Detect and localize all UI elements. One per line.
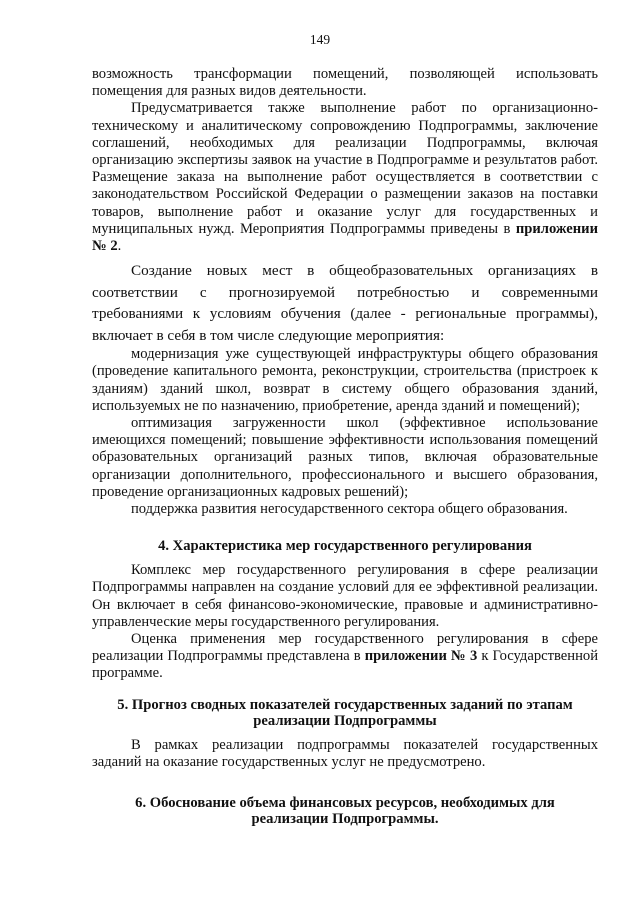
paragraph-text: поддержка развития негосударственного сектора общего образования. bbox=[131, 501, 568, 518]
document-body bbox=[92, 66, 598, 827]
paragraph-text: модернизация уже существующей инфраструктуры общего образования (проведение капитального ремонта, реконструкции, строительства (пристроек к зданиям) зданий школ, возврат в систему общего образования зданий, используемых не по назначению, приобретение, аренда зданий и помещений); bbox=[92, 346, 598, 414]
list-item-optimization bbox=[92, 415, 598, 501]
page-number: 149 bbox=[309, 32, 331, 47]
list-item-support bbox=[92, 501, 598, 518]
heading-line: реализации Подпрограммы. bbox=[251, 811, 439, 828]
section-4-heading: 4. Характеристика мер государственного регулирования bbox=[158, 538, 532, 555]
paragraph-text: В рамках реализации подпрограммы показателей государственных заданий на оказание государственных услуг не предусмотрено. bbox=[92, 736, 598, 770]
paragraph-tail: к Государственной программе. bbox=[92, 648, 598, 682]
section-5-heading bbox=[92, 697, 598, 729]
paragraph-text: оптимизация загруженности школ (эффективное использование имеющихся помещений; повышение эффективности использования помещений образовательных организаций разных типов, включая образовательные организации дополнительного, профессионального и высшего образования, проведение организационных кадровых решений); bbox=[92, 415, 598, 500]
heading-line: реализации Подпрограммы bbox=[253, 712, 437, 729]
heading-line: 6. Обоснование объема финансовых ресурсов, необходимых для bbox=[135, 795, 555, 812]
paragraph-text: возможность трансформации помещений, позволяющей использовать помещения для разных видов деятельности. bbox=[92, 66, 598, 100]
section-6-heading bbox=[92, 795, 598, 827]
paragraph-tail: . bbox=[117, 238, 122, 255]
paragraph-new-places bbox=[92, 260, 598, 346]
heading-line: 5. Прогноз сводных показателей государственных заданий по этапам bbox=[117, 696, 573, 713]
appendix-reference: приложении № 3 bbox=[364, 648, 478, 665]
paragraph-text: Оценка применения мер государственного регулирования в сфере реализации Подпрограммы представлена в bbox=[92, 631, 598, 665]
section-4-paragraph-1 bbox=[92, 562, 598, 631]
appendix-reference: приложении № 2 bbox=[92, 220, 598, 255]
paragraph-text: Комплекс мер государственного регулирования в сфере реализации Подпрограммы направлен на создание условий для ее эффективной реализации. Он включает в себя финансово-экономические, правовые и административно-управленческие меры государственного регулирования. bbox=[92, 562, 598, 630]
paragraph-text: Создание новых мест в общеобразовательных организациях в соответствии с прогнозируемой потребностью и современными требованиями к условиям обучения (далее - региональные программы), включает в себя в том числе следующие мероприятия: bbox=[92, 262, 598, 344]
section-4-paragraph-2 bbox=[92, 631, 598, 683]
section-5-paragraph-1 bbox=[92, 737, 598, 771]
list-item-modernization bbox=[92, 346, 598, 415]
paragraph-support-work bbox=[92, 100, 598, 255]
paragraph-text: Предусматривается также выполнение работ по организационно-техническому и аналитическому сопровождению Подпрограммы, заключение соглашений, необходимых для реализации Подпрограммы, включая организацию экспертизы заявок на участие в Подпрограмме и результатов работ. Размещение заказа на выполнение работ осуществляется в соответствии с законодательством Российской Федерации о размещении заказов на поставки товаров, выполнение работ и оказание услуг для государственных и муниципальных нужд. Мероприятия Подпрограммы приведены в bbox=[92, 100, 598, 237]
paragraph-continuation bbox=[92, 66, 598, 100]
